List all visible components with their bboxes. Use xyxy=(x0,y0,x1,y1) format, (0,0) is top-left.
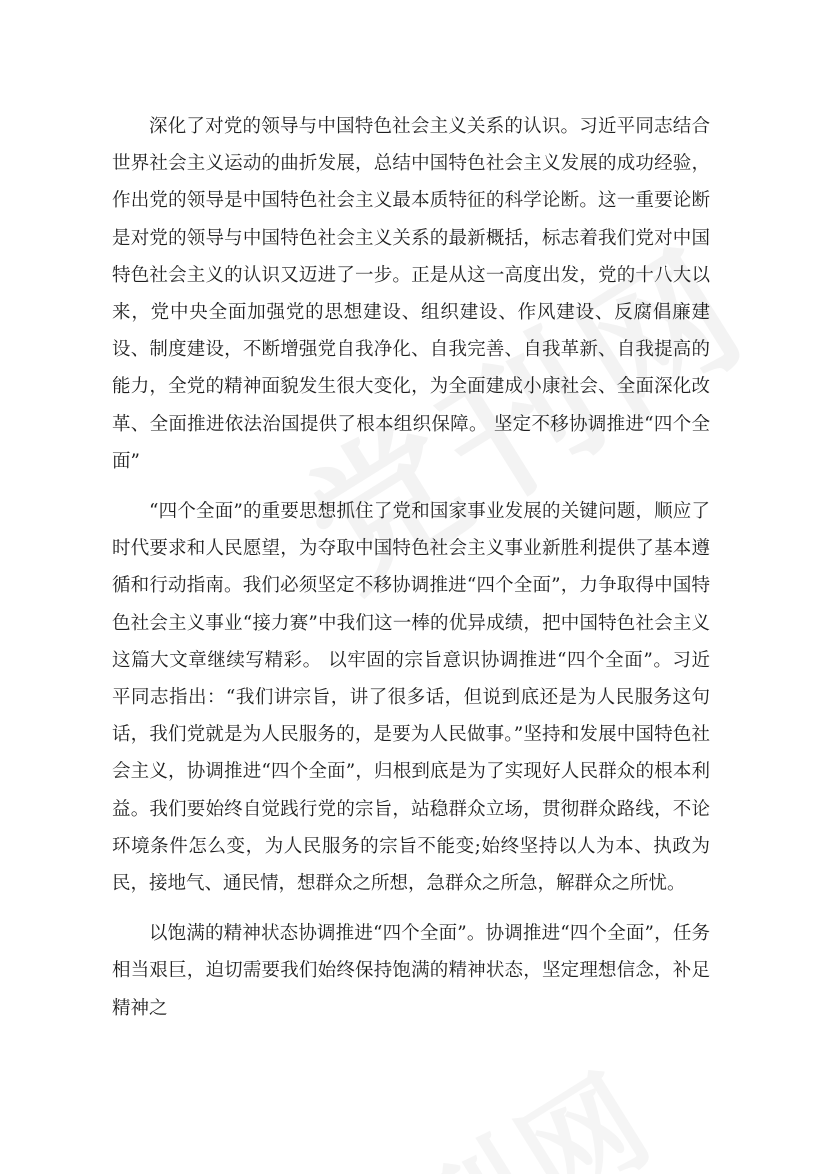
document-body xyxy=(112,108,710,1040)
paragraph-2: “四个全面”的重要思想抓住了党和国家事业发展的关键问题，顺应了时代要求和人民愿望，为夺取中国特色社会主义事业新胜利提供了基本遵循和行动指南。我们必须坚定不移协调推进“四个全面”，力争取得中国特色社会主义事业“接力赛”中我们这一棒的优异成绩，把中国特色社会主义这篇大文章继续写精彩。 以牢固的宗旨意识协调推进“四个全面”。习近平同志指出：“我们讲宗旨，讲了很多话，但说到底还是为人民服务这句话，我们党就是为人民服务的，是要为人民做事。”坚持和发展中国特色社会主义，协调推进“四个全面”，归根到底是为了实现好人民群众的根本利益。我们要始终自觉践行党的宗旨，站稳群众立场，贯彻群众路线，不论环境条件怎么变，为人民服务的宗旨不能变;始终坚持以人为本、执政为民，接地气、通民情，想群众之所想，急群众之所急，解群众之所忧。 xyxy=(112,501,710,895)
paragraph-3: 以饱满的精神状态协调推进“四个全面”。协调推进“四个全面”，任务相当艰巨，迫切需要我们始终保持饱满的精神状态，坚定理想信念，补足精神之 xyxy=(112,923,710,1019)
paragraph-1: 深化了对党的领导与中国特色社会主义关系的认识。习近平同志结合世界社会主义运动的曲折发展，总结中国特色社会主义发展的成功经验，作出党的领导是中国特色社会主义最本质特征的科学论断。这一重要论断是对党的领导与中国特色社会主义关系的最新概括，标志着我们党对中国特色社会主义的认识又迈进了一步。正是从这一高度出发，党的十八大以来，党中央全面加强党的思想建设、组织建设、作风建设、反腐倡廉建设、制度建设，不断增强党自我净化、自我完善、自我革新、自我提高的能力，全党的精神面貌发生很大变化，为全面建成小康社会、全面深化改革、全面推进依法治国提供了根本组织保障。 坚定不移协调推进“四个全面” xyxy=(112,116,710,472)
watermark-secondary xyxy=(374,1025,682,1174)
